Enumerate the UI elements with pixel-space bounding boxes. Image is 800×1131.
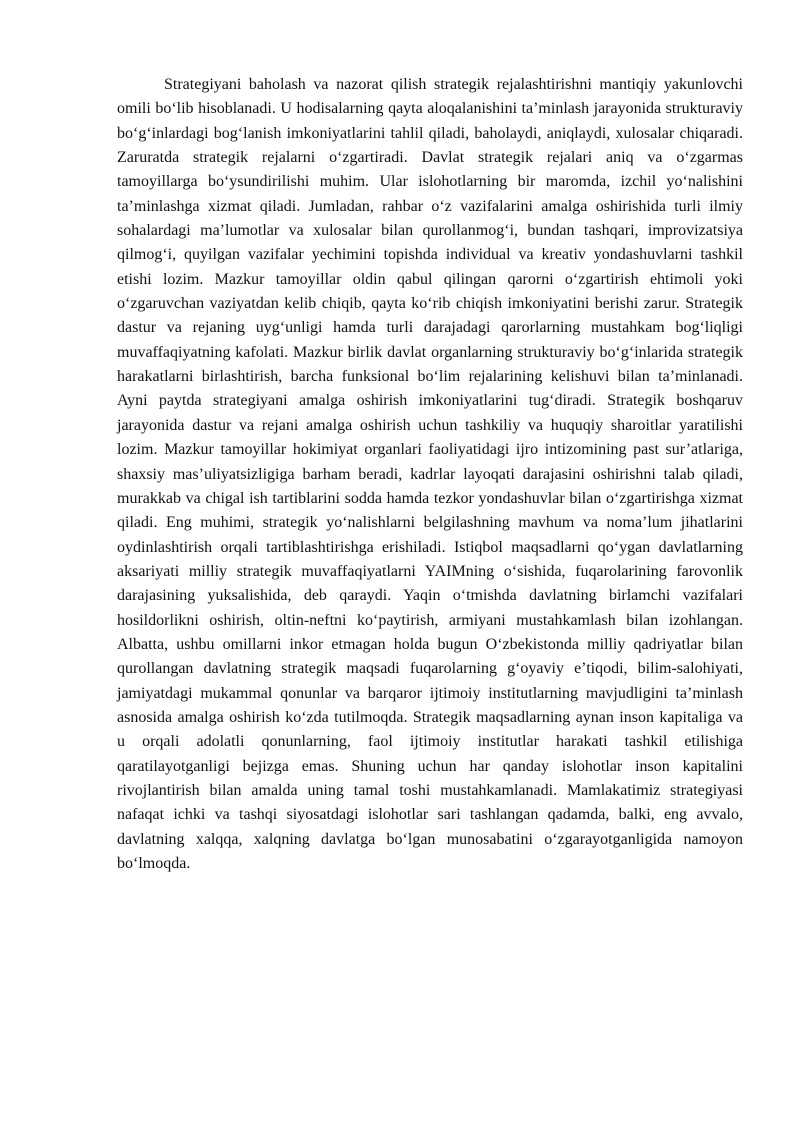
body-paragraph: Strategiyani baholash va nazorat qilish strategik rejalashtirishni mantiqiy yakunlovchi omili bo‘lib hisoblanadi. U hodisalarning qayta aloqalanishini ta’minlash jarayonida strukturaviy bo‘g‘inlardagi bog‘lanish imkoniyatlarini tahlil qiladi, baholaydi, aniqlaydi, xulosalar chiqaradi. Zaruratda strategik rejalarni o‘zgartiradi. Davlat strategik rejalari aniq va o‘zgarmas tamoyillarga bo‘ysundirilishi muhim. Ular islohotlarning bir maromda, izchil yo‘nalishini ta’minlashga xizmat qiladi. Jumladan, rahbar o‘z vazifalarini amalga oshirishida turli ilmiy sohalardagi ma’lumotlar va xulosalar bilan qurollanmog‘i, bundan tashqari, improvizatsiya qilmog‘i, quyilgan vazifalar yechimini topishda individual va kreativ yondashuvlarni tashkil etishi lozim. Mazkur tamoyillar oldin qabul qilingan qarorni o‘zgartirish ehtimoli yoki o‘zgaruvchan vaziyatdan kelib chiqib, qayta ko‘rib chiqish imkoniyatini berishi zarur. Strategik dastur va rejaning uyg‘unligi hamda turli darajadagi qarorlarning mustahkam bog‘liqligi muvaffaqiyatning kafolati. Mazkur birlik davlat organlarning strukturaviy bo‘g‘inlarida strategik harakatlarni birlashtirish, barcha funksional bo‘lim rejalarining kelishuvi bilan ta’minlanadi. Ayni paytda strategiyani amalga oshirish imkoniyatlarini tug‘diradi. Strategik boshqaruv jarayonida dastur va rejani amalga oshirish uchun tashkiliy va huquqiy sharoitlar yaratilishi lozim. Mazkur tamoyillar hokimiyat organlari faoliyatidagi ijro intizomining past sur’atlariga, shaxsiy mas’uliyatsizligiga barham beradi, kadrlar layoqati darajasini oshirishni talab qiladi, murakkab va chigal ish tartiblarini sodda hamda tezkor yondashuvlar bilan o‘zgartirishga xizmat qiladi. Eng muhimi, strategik yo‘nalishlarni belgilashning mavhum va noma’lum jihatlarini oydinlashtirish orqali tartiblashtirishga erishiladi. Istiqbol maqsadlarni qo‘ygan davlatlarning aksariyati milliy strategik muvaffaqiyatlarni YAIMning o‘sishida, fuqarolarining farovonlik darajasining yuksalishida, deb qaraydi. Yaqin o‘tmishda davlatning birlamchi vazifalari hosildorlikni oshirish, oltin-neftni ko‘paytirish, armiyani mustahkamlash bilan izohlangan. Albatta, ushbu omillarni inkor etmagan holda bugun O‘zbekistonda milliy qadriyatlar bilan qurollangan davlatning strategik maqsadi fuqarolarning g‘oyaviy e’tiqodi, bilim-salohiyati, jamiyatdagi mukammal qonunlar va barqaror ijtimoiy institutlarning mavjudligini ta’minlash asnosida amalga oshirish ko‘zda tutilmoqda. Strategik maqsadlarning aynan inson kapitaliga va u orqali adolatli qonunlarning, faol ijtimoiy institutlar harakati tashkil etilishiga qaratilayotganligi bejizga emas. Shuning uchun har qanday islohotlar inson kapitalini rivojlantirish bilan amalda uning tamal toshi mustahkamlanadi. Mamlakatimiz strategiyasi nafaqat ichki va tashqi siyosatdagi islohotlar sari tashlangan qadamda, balki, eng avvalo, davlatning xalqqa, xalqning davlatga bo‘lgan munosabatini o‘zgarayotganligida namoyon bo‘lmoqda. [117,76,743,872]
document-page [117,73,743,876]
